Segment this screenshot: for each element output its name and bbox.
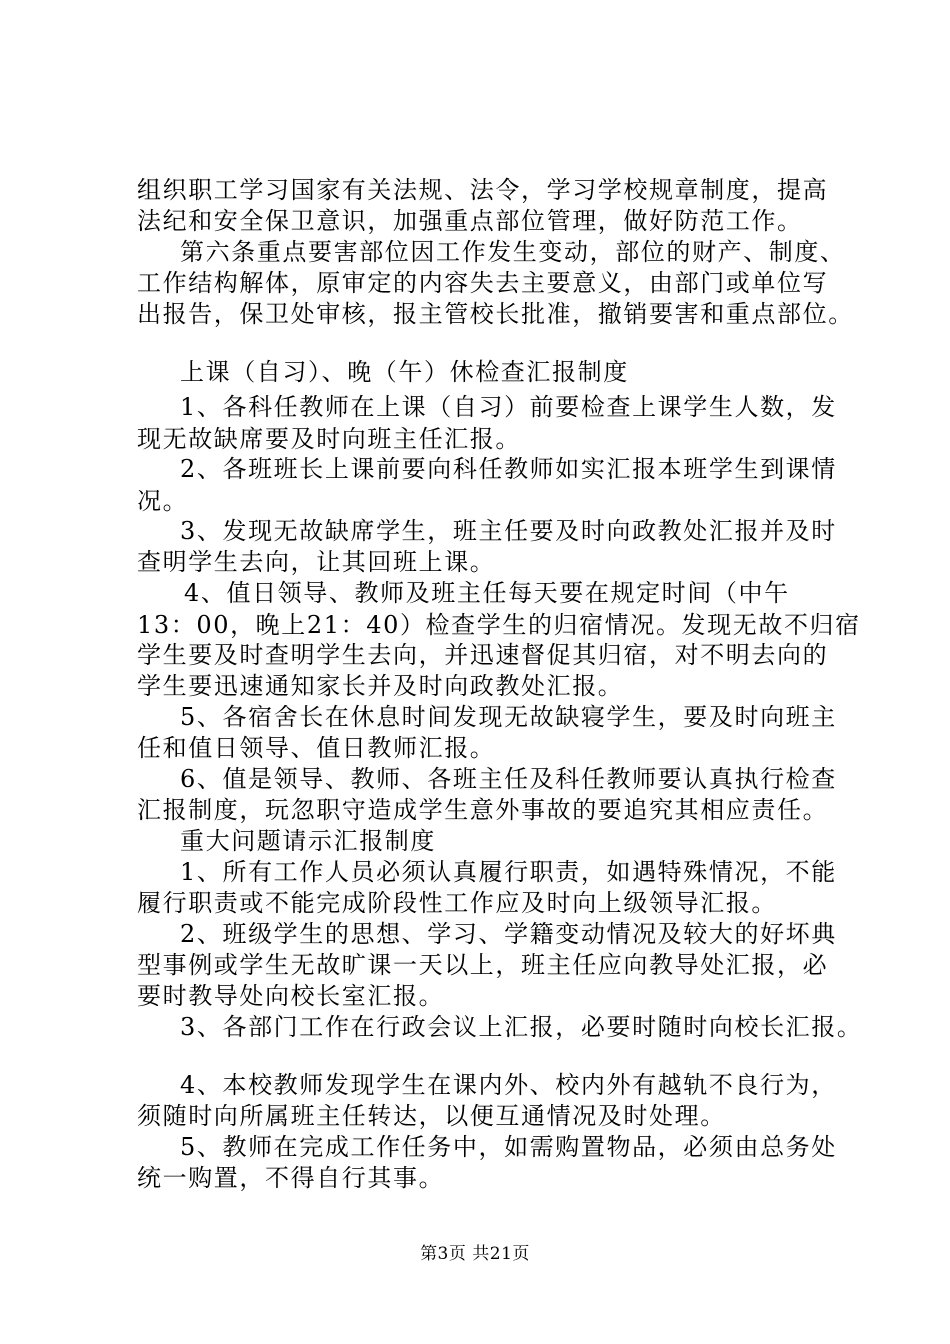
paragraph-line: 组织职工学习国家有关法规、法令，学习学校规章制度，提高 [137,176,829,204]
list-item-line: 2、各班班长上课前要向科任教师如实汇报本班学生到课情 [180,455,837,483]
paragraph-line: 现无故缺席要及时向班主任汇报。 [137,425,521,453]
paragraph-line: 查明学生去向，让其回班上课。 [137,548,496,576]
paragraph-line: 学生要及时查明学生去向，并迅速督促其归宿，对不明去向的 [137,641,829,669]
list-item-line: 4、本校教师发现学生在课内外、校内外有越轨不良行为， [180,1071,837,1099]
list-item-line: 3、发现无故缺席学生，班主任要及时向政教处汇报并及时 [180,517,837,545]
paragraph-line: 汇报制度，玩忽职守造成学生意外事故的要追究其相应责任。 [137,796,829,824]
list-item-line: 5、各宿舍长在休息时间发现无故缺寝学生，要及时向班主 [180,703,837,731]
paragraph-line: 出报告，保卫处审核，报主管校长批准，撤销要害和重点部位。 [137,300,854,328]
paragraph-line: 须随时向所属班主任转达，以便互通情况及时处理。 [137,1102,726,1130]
list-item-line: 4、值日领导、教师及班主任每天要在规定时间（中午 [184,579,790,607]
list-item-line: 2、班级学生的思想、学习、学籍变动情况及较大的好坏典 [180,920,837,948]
paragraph-line: 统一购置，不得自行其事。 [137,1164,445,1192]
list-item-line: 3、各部门工作在行政会议上汇报，必要时随时向校长汇报。 [180,1013,863,1041]
page-number-footer: 第3页 共21页 [420,1244,530,1264]
article-6-line: 第六条重点要害部位因工作发生变动，部位的财产、制度、 [180,238,846,266]
paragraph-line: 工作结构解体，原审定的内容失去主要意义，由部门或单位写 [137,269,829,297]
list-item-line: 1、所有工作人员必须认真履行职责，如遇特殊情况，不能 [180,858,837,886]
paragraph-line: 型事例或学生无故旷课一天以上，班主任应向教导处汇报，必 [137,951,829,979]
list-item-line: 1、各科任教师在上课（自习）前要检查上课学生人数，发 [180,393,837,421]
paragraph-line: 要时教导处向校长室汇报。 [137,982,445,1010]
paragraph-line: 履行职责或不能完成阶段性工作应及时向上级领导汇报。 [137,889,777,917]
list-item-line: 5、教师在完成工作任务中，如需购置物品，必须由总务处 [180,1133,837,1161]
list-item-line: 6、值是领导、教师、各班主任及科任教师要认真执行检查 [180,765,837,793]
paragraph-line: 任和值日领导、值日教师汇报。 [137,734,496,762]
section-heading-attendance: 上课（自习）、晚（午）休检查汇报制度 [180,358,629,386]
paragraph-line: 13：00，晚上21：40）检查学生的归宿情况。发现无故不归宿 [137,611,861,639]
section-heading-major-issues: 重大问题请示汇报制度 [180,827,436,855]
paragraph-line: 法纪和安全保卫意识，加强重点部位管理，做好防范工作。 [137,207,803,235]
paragraph-line: 况。 [137,487,189,515]
paragraph-line: 学生要迅速通知家长并及时向政教处汇报。 [137,672,624,700]
